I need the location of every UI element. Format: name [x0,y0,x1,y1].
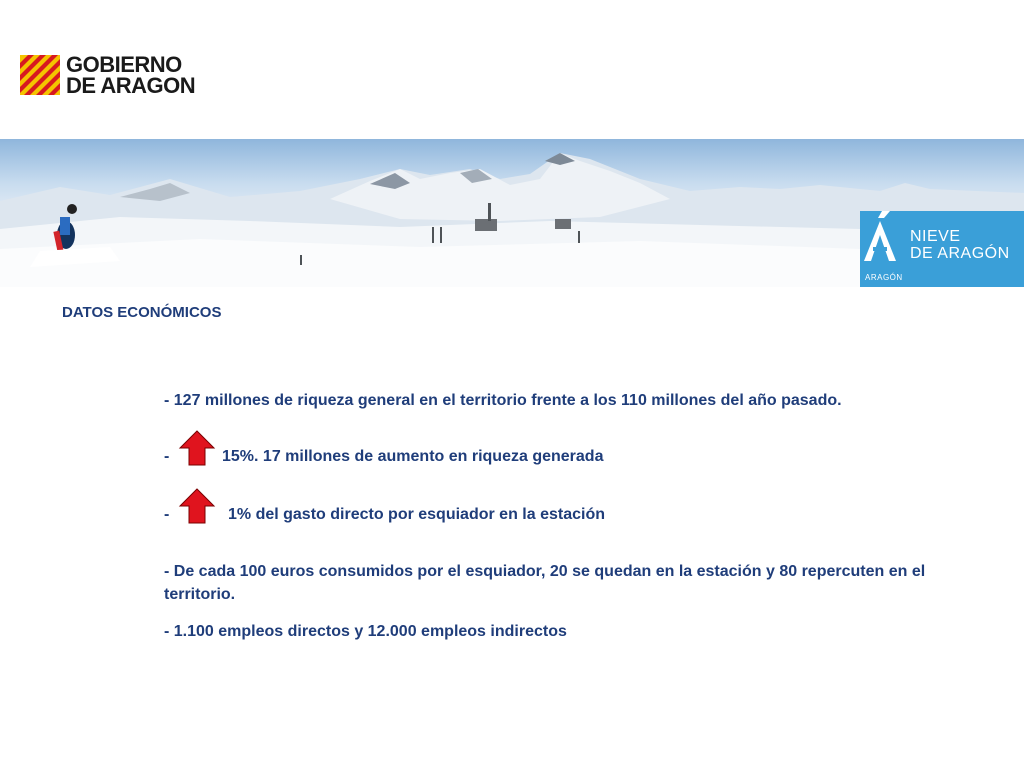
bullet-prefix: - [164,623,174,640]
bullet-prefix: - [164,506,170,523]
logo-line-2: DE ARAGON [66,73,196,98]
nieve-aragon-subtitle: ARAGÓN [865,273,903,282]
list-item [164,445,604,468]
nieve-aragon-title: NIEVE DE ARAGÓN [910,228,1010,262]
ski-panorama-banner [0,139,1024,287]
nieve-aragon-mark-icon [860,211,900,265]
list-item [164,620,567,643]
gobierno-aragon-logo [20,52,195,98]
list-item [164,503,605,526]
bullet-text: 127 millones de riqueza general en el territorio frente a los 110 millones del año pasado. [173,392,842,409]
aragon-flag-icon [20,55,60,95]
bullet-prefix: - [164,392,174,409]
up-arrow-icon [178,429,216,467]
bullet-text: 1% del gasto directo por esquiador en la estación [228,506,605,523]
up-arrow-icon [178,487,216,525]
section-title: DATOS ECONÓMICOS [62,304,222,321]
list-item [164,389,842,412]
bullet-text: De cada 100 euros consumidos por el esquiador, 20 se quedan en la estación y 80 repercuten en el territorio. [164,563,926,603]
bullet-text: 1.100 empleos directos y 12.000 empleos indirectos [173,623,567,640]
nieve-aragon-logo [860,211,1024,287]
bullet-text: 15%. 17 millones de aumento en riqueza generada [222,448,604,465]
bullet-prefix: - [164,448,170,465]
logo-line-1: GOBIERNO [66,52,182,77]
list-item [164,560,990,606]
bullet-prefix: - [164,563,174,580]
